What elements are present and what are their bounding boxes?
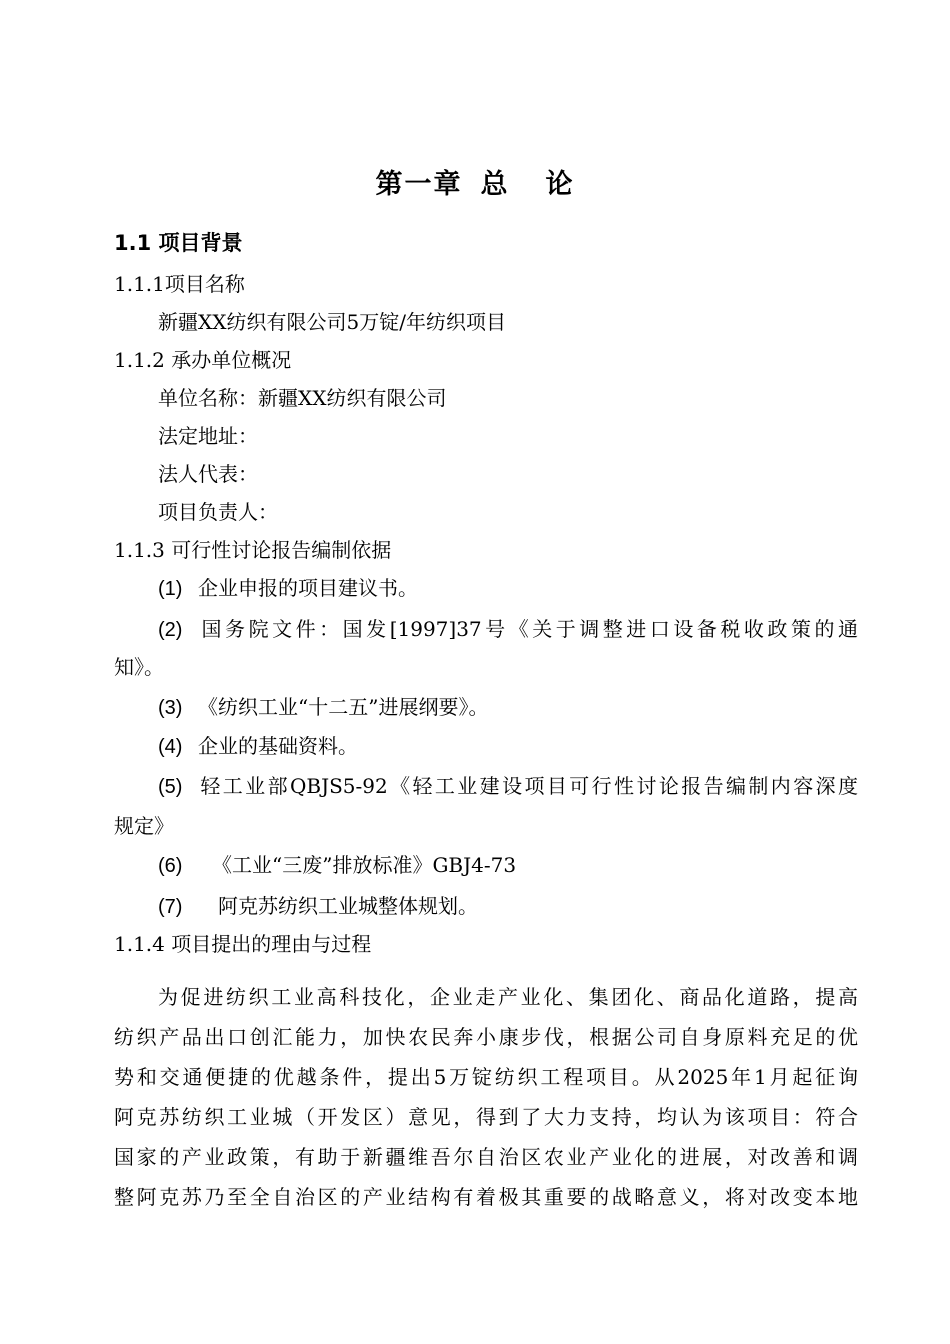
basis-item-number: (7) — [158, 896, 183, 918]
unit-overview-heading: 1.1.2 承办单位概况 — [114, 348, 292, 372]
basis-item-text: 国务院文件：国发[1997]37号《关于调整进口设备税收政策的通 — [198, 617, 858, 641]
reasons-heading: 1.1.4 项目提出的理由与过程 — [114, 932, 372, 956]
reasons-paragraph-line: 整阿克苏乃至全自治区的产业结构有着极其重要的战略意义，将对改变本地 — [114, 1185, 858, 1209]
reasons-paragraph-line: 阿克苏纺织工业城（开发区）意见，得到了大力支持，均认为该项目：符合 — [114, 1105, 858, 1129]
project-manager-line: 项目负责人： — [158, 500, 278, 524]
basis-item — [114, 773, 858, 800]
section-title: 项目背景 — [158, 231, 243, 255]
reasons-paragraph-line: 为促进纺织工业高科技化，企业走产业化、集团化、商品化道路，提高 — [158, 985, 858, 1009]
reasons-paragraph-line: 势和交通便捷的优越条件，提出5万锭纺织工程项目。从2025年1月起征询 — [114, 1065, 858, 1089]
legal-representative-line: 法人代表： — [158, 462, 258, 486]
basis-item — [158, 852, 516, 879]
basis-item-text: 阿克苏纺织工业城整体规划。 — [218, 894, 478, 918]
basis-item-text: 《纺织工业“十二五”进展纲要》。 — [198, 695, 489, 719]
basis-item — [158, 733, 358, 760]
reasons-paragraph-line: 纺织产品出口创汇能力，加快农民奔小康步伐，根据公司自身原料充足的优 — [114, 1025, 858, 1049]
basis-item — [158, 694, 488, 721]
basis-item-continuation: 规定》 — [114, 814, 174, 838]
basis-heading: 1.1.3 可行性讨论报告编制依据 — [114, 538, 392, 562]
basis-item-number: (2) — [158, 619, 183, 641]
chapter-title-number: 第一章 — [375, 169, 463, 200]
basis-item-continuation: 知》。 — [114, 655, 164, 679]
reasons-paragraph-line: 国家的产业政策，有助于新疆维吾尔自治区农业产业化的进展，对改善和调 — [114, 1145, 858, 1169]
project-name-value: 新疆XX纺织有限公司5万锭/年纺织项目 — [158, 310, 506, 334]
chapter-title-word-1: 总 — [480, 169, 510, 200]
legal-address-line: 法定地址： — [158, 424, 258, 448]
project-name-heading: 1.1.1项目名称 — [114, 272, 245, 296]
basis-item-text: 企业的基础资料。 — [198, 734, 358, 758]
basis-item-text: 《工业“三废”排放标准》GBJ4-73 — [212, 853, 517, 877]
unit-name-line: 单位名称：新疆XX纺织有限公司 — [158, 386, 447, 410]
basis-item — [158, 893, 478, 920]
basis-item — [114, 616, 858, 643]
basis-item-number: (1) — [158, 578, 183, 600]
basis-item-number: (4) — [158, 736, 183, 758]
basis-item-number: (5) — [158, 776, 183, 798]
basis-item-number: (6) — [158, 855, 183, 877]
basis-item — [158, 575, 418, 602]
chapter-title-word-2: 论 — [545, 169, 575, 200]
basis-item-number: (3) — [158, 697, 183, 719]
basis-item-text: 企业申报的项目建议书。 — [198, 576, 418, 600]
basis-item-text: 轻工业部QBJS5-92《轻工业建设项目可行性讨论报告编制内容深度 — [198, 774, 858, 798]
section-number: 1.1 — [114, 231, 152, 255]
section-heading — [114, 230, 243, 256]
chapter-title — [0, 162, 950, 201]
